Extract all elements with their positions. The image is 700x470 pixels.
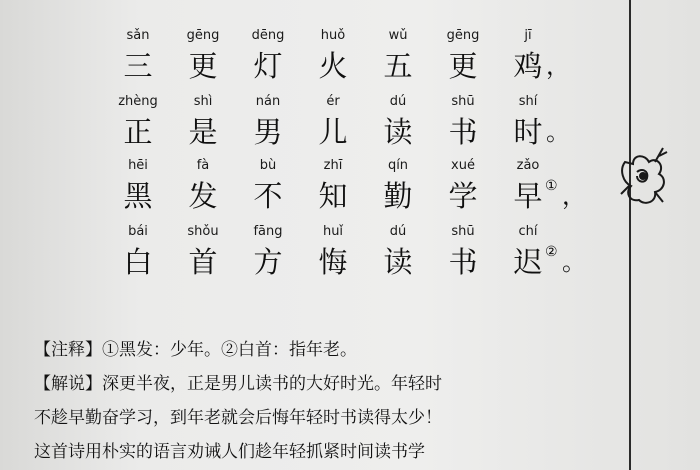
pinyin: fà: [196, 158, 210, 173]
pinyin: jī: [524, 28, 532, 43]
hanzi: 三: [123, 49, 153, 83]
poem-syllable: [433, 158, 493, 216]
poem-syllable: [108, 224, 168, 282]
poem-syllable: [303, 94, 363, 152]
hanzi: 更: [188, 49, 218, 83]
pinyin: sǎn: [126, 28, 150, 43]
poem-syllable: [368, 224, 428, 282]
poem-syllable: [303, 158, 363, 216]
hanzi: 知: [318, 179, 348, 213]
hanzi: 正: [123, 115, 153, 149]
poem-syllable: [238, 28, 298, 86]
hanzi: 悔: [318, 245, 348, 279]
pinyin: huǐ: [322, 224, 344, 239]
poem-syllable: [238, 158, 298, 216]
poem-line: [108, 158, 588, 220]
pinyin: bái: [128, 224, 148, 239]
poem-syllable: [303, 28, 363, 86]
pinyin: shū: [451, 224, 475, 239]
poem-syllable: [433, 28, 493, 86]
flower-ornament-icon: [615, 142, 671, 208]
pinyin: ér: [326, 94, 340, 109]
poem-syllable: [368, 94, 428, 152]
hanzi: 是: [188, 115, 218, 149]
poem-syllable: [173, 28, 233, 86]
hanzi: 不: [253, 179, 283, 213]
hanzi: 首: [188, 245, 218, 279]
pinyin: hēi: [128, 158, 148, 173]
pinyin: dēng: [251, 28, 285, 43]
punctuation: 。: [546, 118, 570, 146]
explanation-line-2: 不趁早勤奋学习，到年老就会后悔年轻时书读得太少！: [34, 408, 442, 428]
pinyin: zhī: [323, 158, 343, 173]
hanzi: 书: [448, 115, 478, 149]
hanzi: 学: [448, 179, 478, 213]
poem-syllable: [108, 94, 168, 152]
pinyin: shì: [193, 94, 213, 109]
pinyin: shǒu: [187, 224, 219, 239]
pinyin: gēng: [186, 28, 220, 43]
pinyin: zhèng: [118, 94, 158, 109]
page-border-line: [629, 0, 631, 470]
hanzi: 白: [123, 245, 153, 279]
hanzi: 读: [383, 245, 413, 279]
pinyin: zǎo: [516, 158, 540, 173]
pinyin: wǔ: [388, 28, 408, 43]
poem-syllable: [368, 158, 428, 216]
hanzi: 勤: [383, 179, 413, 213]
pinyin: shū: [451, 94, 475, 109]
poem-syllable: [368, 28, 428, 86]
hanzi: 男: [253, 115, 283, 149]
hanzi: 儿: [318, 115, 348, 149]
hanzi: 灯: [253, 49, 283, 83]
hanzi: 火: [318, 49, 348, 83]
pinyin: dú: [389, 224, 407, 239]
hanzi: 迟: [513, 245, 543, 279]
explanation-line-1: 【解说】深更半夜，正是男儿读书的大好时光。年轻时: [34, 374, 442, 394]
hanzi: 时: [513, 115, 543, 149]
pinyin: xué: [451, 158, 475, 173]
poem-syllable: [173, 94, 233, 152]
pinyin: bù: [259, 158, 277, 173]
pinyin: chí: [518, 224, 538, 239]
annotation-line: 【注释】①黑发：少年。②白首：指年老。: [34, 340, 357, 360]
poem-line: [108, 94, 588, 156]
pinyin: qín: [387, 158, 409, 173]
poem-syllable: [108, 28, 168, 86]
hanzi: 书: [448, 245, 478, 279]
hanzi: 更: [448, 49, 478, 83]
hanzi: 鸡: [513, 49, 543, 83]
pinyin: gēng: [446, 28, 480, 43]
hanzi: 黑: [123, 179, 153, 213]
pinyin: dú: [389, 94, 407, 109]
pinyin: nán: [255, 94, 281, 109]
punctuation: ，: [562, 182, 586, 210]
poem-syllable: [238, 94, 298, 152]
poem-line: [108, 224, 588, 286]
footnote-marker: ①: [545, 178, 558, 194]
hanzi: 方: [253, 245, 283, 279]
punctuation: 。: [562, 248, 586, 276]
pinyin: fāng: [253, 224, 283, 239]
footnote-marker: ②: [545, 244, 558, 260]
poem-syllable: [433, 94, 493, 152]
poem-syllable: [303, 224, 363, 282]
explanation-line-3: 这首诗用朴实的语言劝诫人们趁年轻抓紧时间读书学: [34, 442, 425, 462]
poem-syllable: [433, 224, 493, 282]
pinyin: shí: [518, 94, 538, 109]
poem-syllable: [108, 158, 168, 216]
poem-syllable: [173, 158, 233, 216]
hanzi: 五: [383, 49, 413, 83]
poem-syllable: [238, 224, 298, 282]
poem-syllable: [173, 224, 233, 282]
pinyin: huǒ: [320, 28, 346, 43]
poem-line: [108, 28, 588, 90]
hanzi: 读: [383, 115, 413, 149]
hanzi: 早: [513, 179, 543, 213]
punctuation: ，: [546, 52, 570, 80]
hanzi: 发: [188, 179, 218, 213]
